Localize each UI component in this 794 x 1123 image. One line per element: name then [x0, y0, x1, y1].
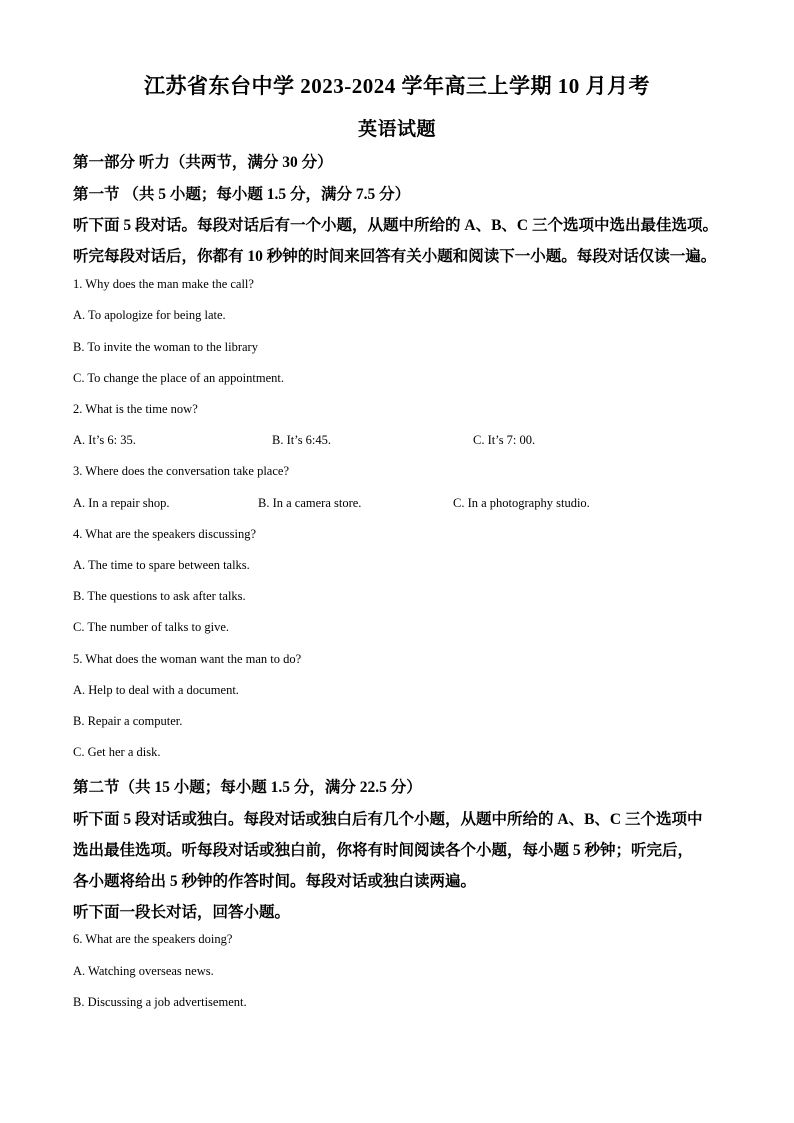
- question-2-option-a: A. It’s 6: 35.: [73, 433, 136, 447]
- question-5-option-b: B. Repair a computer.: [73, 714, 183, 728]
- question-4-option-a: A. The time to spare between talks.: [73, 558, 250, 572]
- question-1-option-b: B. To invite the woman to the library: [73, 340, 258, 354]
- section2-instruction-line3: 各小题将给出 5 秒钟的作答时间。每段对话或独白读两遍。: [73, 873, 477, 890]
- section2-heading: 第二节（共 15 小题；每小题 1.5 分，满分 22.5 分）: [73, 779, 422, 796]
- question-6-option-a: A. Watching overseas news.: [73, 964, 214, 978]
- question-5-option-c: C. Get her a disk.: [73, 745, 161, 759]
- long-dialog-prompt: 听下面一段长对话，回答小题。: [73, 904, 291, 921]
- question-3: 3. Where does the conversation take place?: [73, 464, 289, 478]
- question-5-option-a: A. Help to deal with a document.: [73, 683, 239, 697]
- part1-heading: 第一部分 听力（共两节，满分 30 分）: [73, 154, 333, 171]
- question-6-option-b: B. Discussing a job advertisement.: [73, 995, 247, 1009]
- question-1-option-c: C. To change the place of an appointment.: [73, 371, 284, 385]
- section1-instruction-line1: 听下面 5 段对话。每段对话后有一个小题，从题中所给的 A、B、C 三个选项中选出最佳选项。: [73, 217, 718, 234]
- page-title: 江苏省东台中学 2023-2024 学年高三上学期 10 月月考: [144, 74, 650, 98]
- question-2-option-c: C. It’s 7: 00.: [473, 433, 536, 447]
- question-4-option-b: B. The questions to ask after talks.: [73, 589, 246, 603]
- section2-instruction-line2: 选出最佳选项。听每段对话或独白前，你将有时间阅读各个小题，每小题 5 秒钟；听完后，: [73, 842, 694, 859]
- section1-heading: 第一节 （共 5 小题；每小题 1.5 分，满分 7.5 分）: [73, 186, 411, 203]
- question-4-option-c: C. The number of talks to give.: [73, 620, 229, 634]
- page-subtitle: 英语试题: [357, 119, 436, 140]
- section1-instruction-line2: 听完每段对话后，你都有 10 秒钟的时间来回答有关小题和阅读下一小题。每段对话仅读一遍。: [73, 248, 717, 265]
- question-3-option-b: B. In a camera store.: [258, 496, 362, 510]
- question-3-option-c: C. In a photography studio.: [453, 496, 590, 510]
- question-1-option-a: A. To apologize for being late.: [73, 308, 226, 322]
- question-6: 6. What are the speakers doing?: [73, 932, 233, 946]
- question-2: 2. What is the time now?: [73, 402, 198, 416]
- question-1: 1. Why does the man make the call?: [73, 277, 254, 291]
- section2-instruction-line1: 听下面 5 段对话或独白。每段对话或独白后有几个小题，从题中所给的 A、B、C 三个选项中: [73, 811, 703, 828]
- question-2-option-b: B. It’s 6:45.: [272, 433, 332, 447]
- question-3-option-a: A. In a repair shop.: [73, 496, 170, 510]
- question-4: 4. What are the speakers discussing?: [73, 527, 257, 541]
- question-5: 5. What does the woman want the man to do?: [73, 652, 302, 666]
